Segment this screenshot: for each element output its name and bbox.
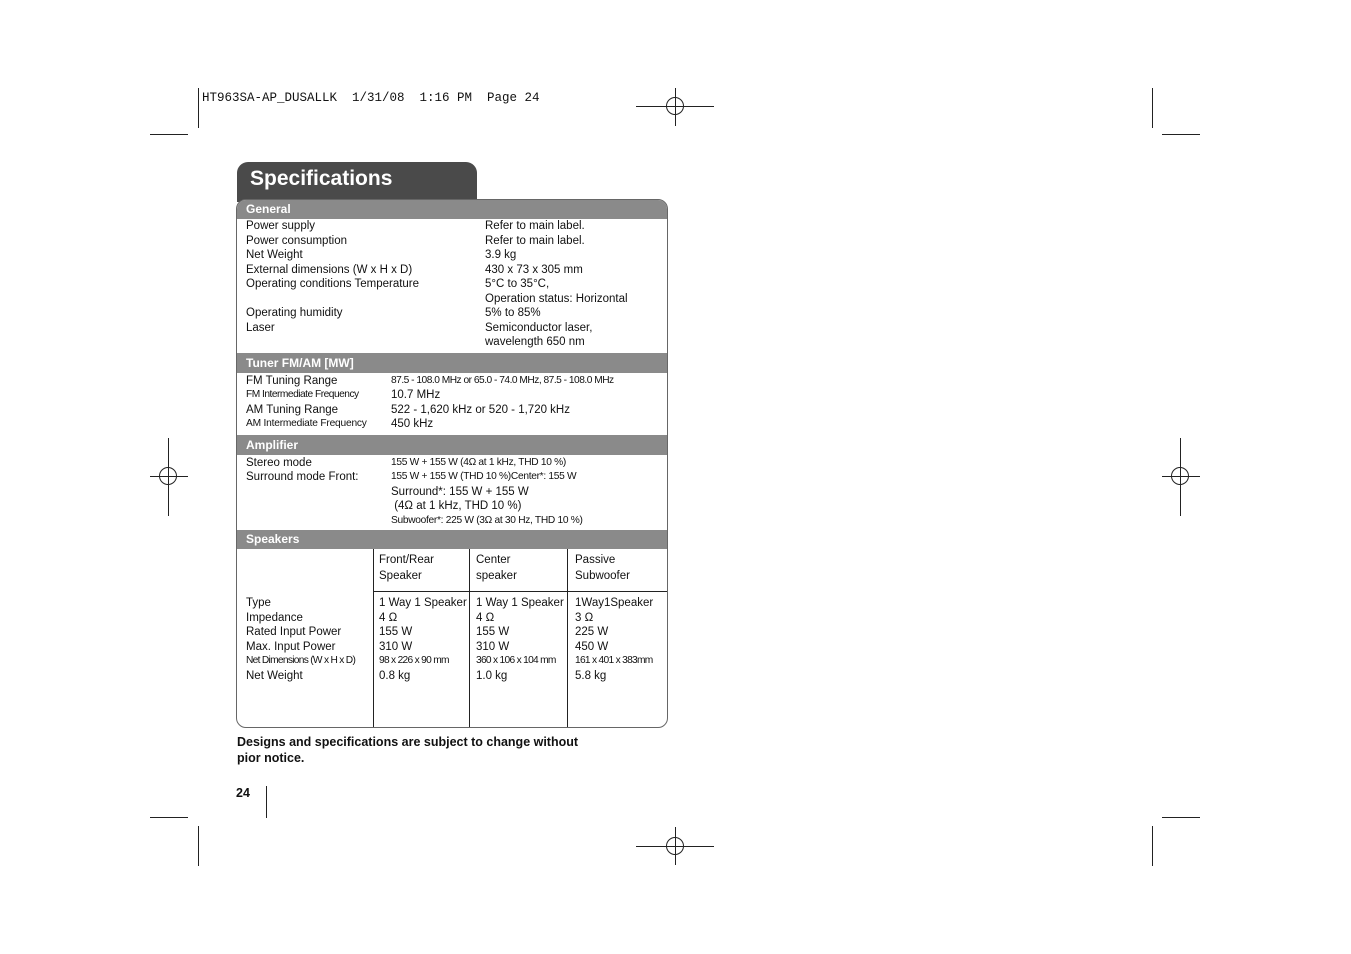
speaker-cell: 5.8 kg [575,669,607,682]
amplifier-value: Subwoofer*: 225 W (3Ω at 30 Hz, THD 10 %) [391,514,583,526]
general-label: Operating conditions Temperature [246,278,420,290]
tuner-value: 450 kHz [391,418,434,430]
general-value: Operation status: Horizontal [485,292,628,305]
page-number: 24 [236,786,250,800]
tuner-label: FM Intermediate Frequency [246,389,359,400]
general-value: wavelength 650 nm [485,336,585,348]
speaker-cell: 98 x 226 x 90 mm [379,655,449,666]
speaker-column-header: Center [476,554,511,566]
speaker-row-label: Type [246,597,271,609]
footer-note-line: Designs and specifications are subject to change without [237,735,579,749]
speaker-row-label: Max. Input Power [246,640,336,653]
speaker-row-label: Net Weight [246,669,303,682]
speaker-cell: 0.8 kg [379,669,411,682]
section-header-tuner: Tuner FM/AM [MW] [237,353,667,373]
amplifier-value: Surround*: 155 W + 155 W [391,485,529,498]
footer-note [237,735,578,766]
tuner-label: AM Tuning Range [246,403,339,416]
print-header: HT963SA-AP_DUSALLK 1/31/08 1:16 PM Page 24 [202,91,540,105]
speaker-cell: 4 Ω [476,611,495,624]
general-label: Power consumption [246,234,347,247]
amplifier-label: Surround mode Front: [246,471,359,483]
general-value: Refer to main label. [485,234,585,247]
speaker-row-label: Net Dimensions (W x H x D) [246,655,356,666]
speaker-cell: 1 Way 1 Speaker [379,597,467,609]
speaker-cell: 4 Ω [379,611,398,624]
tuner-value: 10.7 MHz [391,389,441,401]
section-header-speakers: Speakers [237,530,667,549]
general-value: Refer to main label. [485,220,585,232]
general-value: 3.9 kg [485,249,517,261]
spec-table [236,199,668,728]
footer-note-line: pior notice. [237,750,305,765]
general-value: 5°C to 35°C, [485,278,550,290]
amplifier-value: 155 W + 155 W (THD 10 %)Center*: 155 W [391,471,577,482]
speaker-column-header: Subwoofer [575,570,630,582]
general-label: External dimensions (W x H x D) [246,263,413,276]
page-title: Specifications [250,167,393,190]
general-label: Operating humidity [246,307,343,319]
general-value: 5% to 85% [485,307,541,319]
tuner-label: AM Intermediate Frequency [246,418,367,429]
speaker-cell: 360 x 106 x 104 mm [476,655,556,666]
speaker-column-header: Speaker [379,570,422,582]
section-header-general: General [237,200,667,219]
speaker-cell: 225 W [575,626,609,638]
speaker-cell: 155 W [476,626,510,638]
amplifier-value: 155 W + 155 W (4Ω at 1 kHz, THD 10 %) [391,456,566,468]
section-header-amplifier: Amplifier [237,435,667,455]
amplifier-label: Stereo mode [246,456,312,469]
tuner-value: 87.5 - 108.0 MHz or 65.0 - 74.0 MHz, 87.5 - 108.0 MHz [391,374,614,386]
general-value: Semiconductor laser, [485,321,593,334]
speaker-cell: 1Way1Speaker [575,597,654,609]
speaker-cell: 161 x 401 x 383mm [575,655,653,666]
speaker-cell: 310 W [379,640,413,653]
speaker-cell: 450 W [575,640,609,653]
speaker-column-header: speaker [476,570,517,582]
speaker-column-header: Front/Rear [379,554,434,566]
speaker-cell: 1.0 kg [476,669,508,682]
speaker-row-label: Impedance [246,611,303,624]
general-label: Net Weight [246,249,303,261]
tuner-value: 522 - 1,620 kHz or 520 - 1,720 kHz [391,403,570,416]
general-label: Laser [246,321,275,334]
speaker-row-label: Rated Input Power [246,626,342,638]
amplifier-value: (4Ω at 1 kHz, THD 10 %) [391,500,522,512]
speaker-cell: 155 W [379,626,413,638]
general-value: 430 x 73 x 305 mm [485,263,583,276]
speaker-cell: 310 W [476,640,510,653]
speaker-cell: 3 Ω [575,611,594,624]
speaker-column-header: Passive [575,554,616,566]
speaker-cell: 1 Way 1 Speaker [476,597,564,609]
general-label: Power supply [246,220,316,232]
tuner-label: FM Tuning Range [246,374,338,387]
